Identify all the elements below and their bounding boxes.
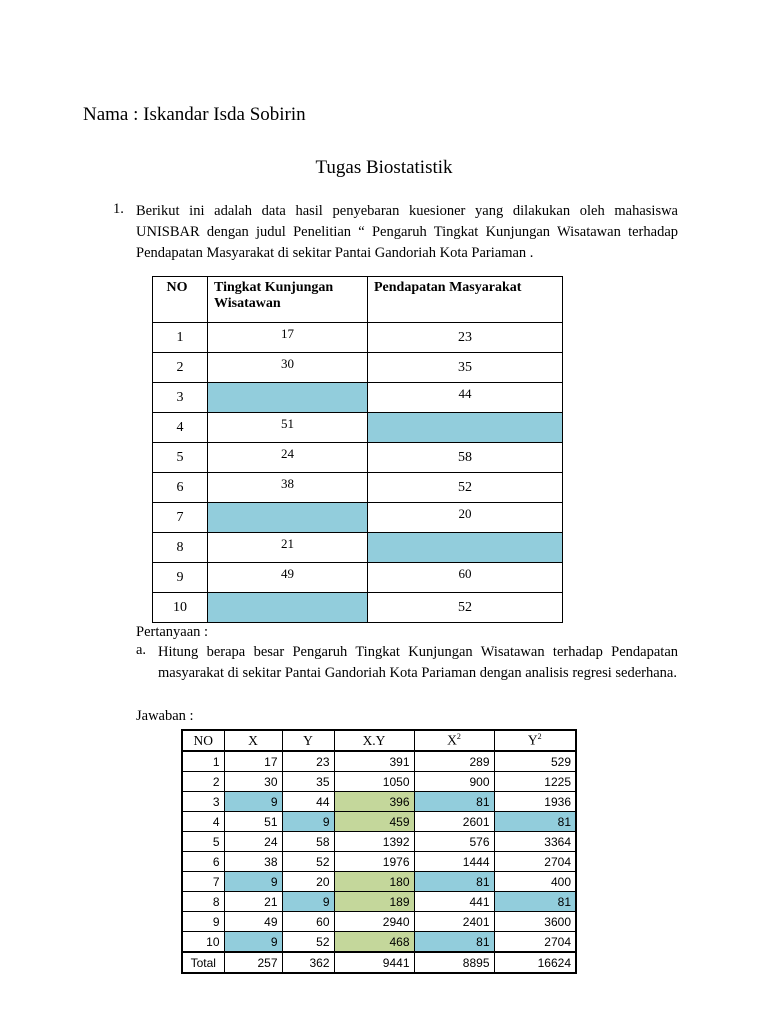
pertanyaan-label: Pertanyaan : bbox=[136, 624, 209, 640]
jawaban-label: Jawaban : bbox=[136, 708, 194, 724]
student-name: Nama : Iskandar Isda Sobirin bbox=[83, 104, 306, 125]
table1-row bbox=[153, 593, 563, 623]
t2-cell-no: 10 bbox=[182, 932, 224, 953]
t2-cell-x: 24 bbox=[224, 832, 282, 852]
t2-cell-y2: 81 bbox=[494, 892, 576, 912]
t2-cell-xy: 1976 bbox=[334, 852, 414, 872]
t2-cell-x: 21 bbox=[224, 892, 282, 912]
t2-row bbox=[182, 892, 576, 912]
table1-cell-y: 35 bbox=[368, 353, 563, 383]
t2-cell-x: 9 bbox=[224, 792, 282, 812]
t2-cell-y2: 529 bbox=[494, 751, 576, 772]
t2-total-x2: 8895 bbox=[414, 952, 494, 973]
question-number: 1. bbox=[113, 201, 124, 217]
t2-cell-y: 20 bbox=[282, 872, 334, 892]
t2-cell-x: 49 bbox=[224, 912, 282, 932]
table1-cell-y: 23 bbox=[368, 323, 563, 353]
table1-cell-y: 58 bbox=[368, 443, 563, 473]
table1-cell-x: 24 bbox=[208, 443, 368, 473]
t2-cell-y: 44 bbox=[282, 792, 334, 812]
t2-cell-x2: 289 bbox=[414, 751, 494, 772]
table1-row bbox=[153, 353, 563, 383]
table1-row bbox=[153, 413, 563, 443]
table1-cell-x: 21 bbox=[208, 533, 368, 563]
t2-row bbox=[182, 852, 576, 872]
question-a-label: a. bbox=[136, 642, 147, 658]
table1-cell-x: 38 bbox=[208, 473, 368, 503]
t2-cell-y: 9 bbox=[282, 892, 334, 912]
t2-row bbox=[182, 792, 576, 812]
table1-cell-x bbox=[208, 593, 368, 623]
t2-cell-x: 38 bbox=[224, 852, 282, 872]
t2-cell-y: 52 bbox=[282, 932, 334, 953]
question-text: Berikut ini adalah data hasil penyebaran kuesioner yang dilakukan oleh mahasiswa UNISBAR dengan judul Penelitian “ Pengaruh Tingkat Kunjungan Wisatawan terhadap Pendapatan Masyarakat di sekitar Pantai Gandoriah Kota Pariaman . bbox=[136, 203, 678, 261]
table1-cell-no: 5 bbox=[153, 443, 208, 473]
t2-row bbox=[182, 772, 576, 792]
t2-total-y2: 16624 bbox=[494, 952, 576, 973]
table1-cell-x bbox=[208, 383, 368, 413]
table1-cell-y: 20 bbox=[368, 503, 563, 533]
survey-data-table bbox=[152, 276, 563, 623]
table1-cell-no: 3 bbox=[153, 383, 208, 413]
t2-header-x2: $X^2$ bbox=[414, 730, 494, 751]
table1-cell-y bbox=[368, 413, 563, 443]
t2-cell-y: 60 bbox=[282, 912, 334, 932]
t2-total-row bbox=[182, 952, 576, 973]
table1-cell-x: 30 bbox=[208, 353, 368, 383]
t2-cell-x: 30 bbox=[224, 772, 282, 792]
t2-cell-y: 58 bbox=[282, 832, 334, 852]
t2-cell-xy: 396 bbox=[334, 792, 414, 812]
t2-cell-y2: 81 bbox=[494, 812, 576, 832]
t2-row bbox=[182, 812, 576, 832]
table1-row bbox=[153, 323, 563, 353]
table1-cell-x bbox=[208, 503, 368, 533]
t2-cell-no: 3 bbox=[182, 792, 224, 812]
t2-cell-xy: 2940 bbox=[334, 912, 414, 932]
t2-cell-no: 1 bbox=[182, 751, 224, 772]
t2-cell-x2: 1444 bbox=[414, 852, 494, 872]
table1-row bbox=[153, 473, 563, 503]
t2-total-xy: 9441 bbox=[334, 952, 414, 973]
t2-cell-no: 8 bbox=[182, 892, 224, 912]
t2-cell-no: 2 bbox=[182, 772, 224, 792]
t2-row bbox=[182, 932, 576, 953]
t2-header-y2: $Y^2$ bbox=[494, 730, 576, 751]
t2-cell-y2: 1225 bbox=[494, 772, 576, 792]
t2-cell-x: 51 bbox=[224, 812, 282, 832]
t2-cell-x: 9 bbox=[224, 872, 282, 892]
table1-cell-y: 44 bbox=[368, 383, 563, 413]
t2-cell-no: 6 bbox=[182, 852, 224, 872]
t2-cell-xy: 180 bbox=[334, 872, 414, 892]
t2-cell-y2: 3364 bbox=[494, 832, 576, 852]
regression-table bbox=[181, 729, 577, 974]
t2-row bbox=[182, 912, 576, 932]
t2-cell-x2: 81 bbox=[414, 932, 494, 953]
t2-cell-y: 9 bbox=[282, 812, 334, 832]
t2-row bbox=[182, 872, 576, 892]
t2-cell-x: 9 bbox=[224, 932, 282, 953]
t2-cell-no: 9 bbox=[182, 912, 224, 932]
t2-row bbox=[182, 751, 576, 772]
question-a-text: Hitung berapa besar Pengaruh Tingkat Kunjungan Wisatawan terhadap Pendapatan masyarakat di sekitar Pantai Gandoriah Kota Pariaman dengan analisis regresi sederhana. bbox=[158, 644, 678, 681]
table1-header-y: Pendapatan Masyarakat bbox=[368, 277, 563, 323]
table1-header-no: NO bbox=[153, 277, 208, 323]
t2-cell-y2: 400 bbox=[494, 872, 576, 892]
t2-total-y: 362 bbox=[282, 952, 334, 973]
table1-cell-no: 8 bbox=[153, 533, 208, 563]
table1-cell-y bbox=[368, 533, 563, 563]
t2-cell-x2: 81 bbox=[414, 792, 494, 812]
table1-row bbox=[153, 563, 563, 593]
t2-cell-y2: 3600 bbox=[494, 912, 576, 932]
t2-cell-y: 35 bbox=[282, 772, 334, 792]
t2-total-x: 257 bbox=[224, 952, 282, 973]
table1-header-x: Tingkat Kunjungan Wisatawan bbox=[208, 277, 368, 323]
t2-header-x: X bbox=[224, 730, 282, 751]
table1-cell-y: 52 bbox=[368, 473, 563, 503]
t2-cell-x2: 900 bbox=[414, 772, 494, 792]
t2-cell-no: 7 bbox=[182, 872, 224, 892]
table1-cell-no: 4 bbox=[153, 413, 208, 443]
table1-row bbox=[153, 383, 563, 413]
table1-row bbox=[153, 443, 563, 473]
t2-cell-y2: 1936 bbox=[494, 792, 576, 812]
table1-cell-y: 60 bbox=[368, 563, 563, 593]
table1-cell-x: 51 bbox=[208, 413, 368, 443]
table1-cell-no: 7 bbox=[153, 503, 208, 533]
table1-row bbox=[153, 503, 563, 533]
t2-cell-x: 17 bbox=[224, 751, 282, 772]
t2-cell-no: 4 bbox=[182, 812, 224, 832]
t2-cell-x2: 2601 bbox=[414, 812, 494, 832]
table1-cell-y: 52 bbox=[368, 593, 563, 623]
t2-cell-xy: 1050 bbox=[334, 772, 414, 792]
table1-cell-no: 10 bbox=[153, 593, 208, 623]
t2-cell-xy: 468 bbox=[334, 932, 414, 953]
table1-cell-no: 9 bbox=[153, 563, 208, 593]
t2-cell-y2: 2704 bbox=[494, 932, 576, 953]
t2-row bbox=[182, 832, 576, 852]
t2-cell-x2: 2401 bbox=[414, 912, 494, 932]
t2-cell-x2: 441 bbox=[414, 892, 494, 912]
t2-cell-xy: 459 bbox=[334, 812, 414, 832]
t2-total-no: Total bbox=[182, 952, 224, 973]
table1-cell-no: 6 bbox=[153, 473, 208, 503]
table1-cell-x: 17 bbox=[208, 323, 368, 353]
t2-cell-no: 5 bbox=[182, 832, 224, 852]
table1-cell-no: 2 bbox=[153, 353, 208, 383]
t2-cell-y2: 2704 bbox=[494, 852, 576, 872]
t2-cell-x2: 81 bbox=[414, 872, 494, 892]
t2-cell-xy: 1392 bbox=[334, 832, 414, 852]
t2-cell-y: 52 bbox=[282, 852, 334, 872]
document-title: Tugas Biostatistik bbox=[315, 157, 453, 178]
t2-header-y: Y bbox=[282, 730, 334, 751]
t2-cell-xy: 189 bbox=[334, 892, 414, 912]
t2-header-xy: X.Y bbox=[334, 730, 414, 751]
table1-cell-x: 49 bbox=[208, 563, 368, 593]
table1-row bbox=[153, 533, 563, 563]
t2-cell-x2: 576 bbox=[414, 832, 494, 852]
t2-cell-y: 23 bbox=[282, 751, 334, 772]
table1-cell-no: 1 bbox=[153, 323, 208, 353]
t2-cell-xy: 391 bbox=[334, 751, 414, 772]
t2-header-no: NO bbox=[182, 730, 224, 751]
